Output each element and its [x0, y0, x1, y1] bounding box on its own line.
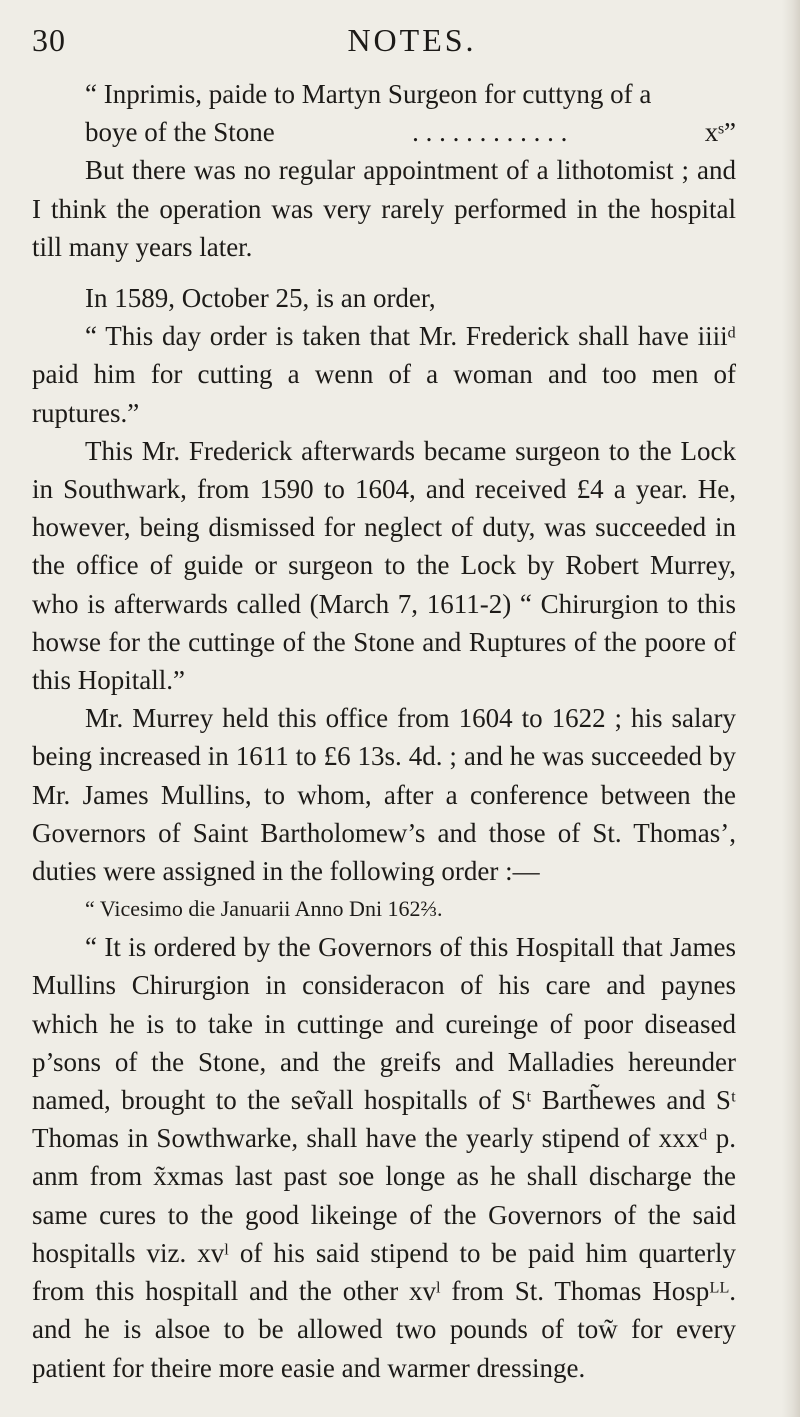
paragraph-order-1589: In 1589, October 25, is an order, [85, 283, 436, 314]
paragraph-mullins-order: “ It is ordered by the Governors of this Hospitall that James Mullins Chirurgion in consideracon of his care and paynes which he is to take in cuttinge and cureinge of poor diseased p’sons of the Stone, and the greifs and Malladies hereunder named, brought to the seṽall hospitalls of Sᵗ Barth̃ewes and Sᵗ Thomas in Sowthwarke, shall have the yearly stipend of xxxᵈ p. anm from x̃xmas last past soe longe as he shall discharge the same cures to the good likeinge of the Governors of the said hospitalls viz. xvˡ of his said stipend to be paid him quarterly from this hospitall and the other xvˡ from St. Thomas Hospᴸᴸ. and he is alsoe to be allowed two pounds of tow̃ for every patient for theire more easie and warmer dressinge. [32, 932, 736, 1383]
paragraph-frederick-order: “ This day order is taken that Mr. Frederick shall have iiiiᵈ paid him for cutting a wenn of a woman and too men of ruptures.” [32, 321, 736, 428]
page-edge-shadow [782, 0, 800, 1417]
paragraph-date-heading: “ Vicesimo die Januarii Anno Dni 162⅔. [85, 896, 443, 922]
paragraph-lock-southwark: This Mr. Frederick afterwards became surgeon to the Lock in Southwark, from 1590 to 1604, and received £4 a year. He, however, being dismissed for neglect of duty, was succeeded in the office of guide or surgeon to the Lock by Robert Murrey, who is afterwards called (March 7, 1611-2) “ Chirurgion to this howse for the cuttinge of the Stone and Ruptures of the poore of this Hopitall.” [32, 435, 736, 696]
amount: xˢ” [704, 117, 736, 148]
page-number: 30 [32, 22, 66, 58]
paragraph-lithotomist: But there was no regular appointment of a lithotomist ; and I think the operation was very rarely performed in the hospital till many years later. [32, 155, 736, 262]
page-header [32, 10, 752, 60]
quote-line-1: “ Inprimis, paide to Martyn Surgeon for cuttyng of a [85, 79, 652, 109]
quote-line-2-text: boye of the Stone [85, 117, 275, 148]
spacer [32, 266, 736, 279]
quote-line-2 [32, 113, 736, 151]
dot-leader: . . . . . . . . . . . . [412, 117, 568, 148]
page-body [32, 75, 736, 1387]
running-title: NOTES. [347, 22, 477, 58]
paragraph-murrey: Mr. Murrey held this office from 1604 to 1622 ; his salary being increased in 1611 to £6 13s. 4d. ; and he was succeeded by Mr. James Mullins, to whom, after a conference between the Governors of Saint Bartholomew’s and those of St. Thomas’, duties were assigned in the following order :— [32, 703, 736, 887]
